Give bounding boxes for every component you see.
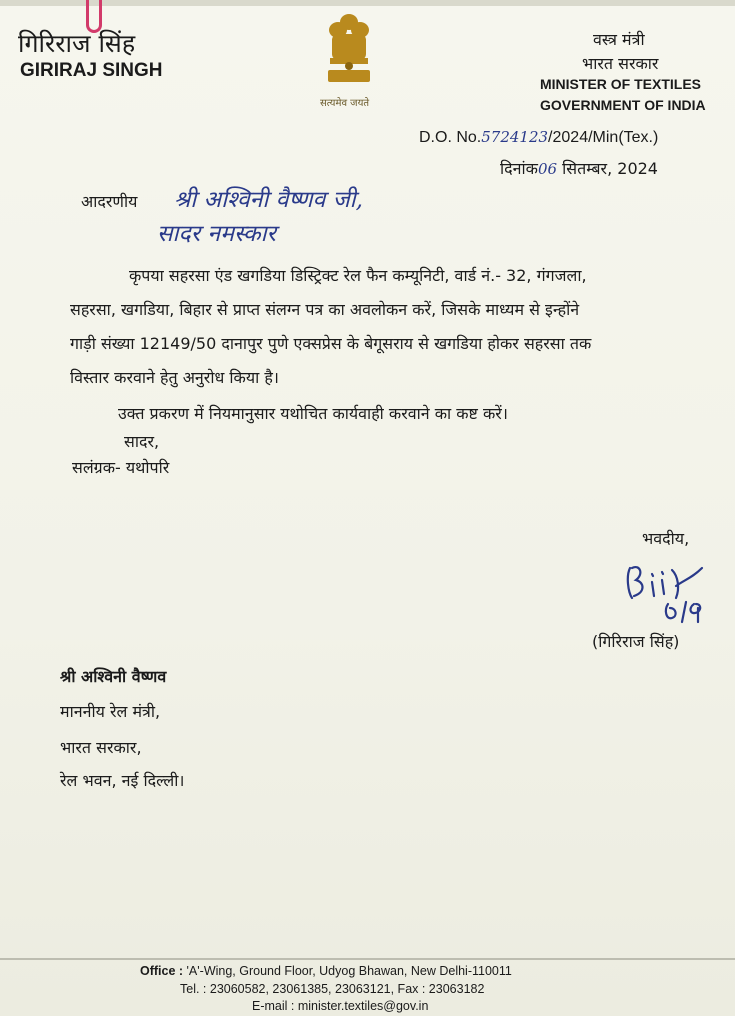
footer-office-label: Office : [140,964,184,978]
footer-email-line: E-mail : minister.textiles@gov.in [252,999,429,1013]
valediction: भवदीय, [642,529,690,548]
date-line [500,157,658,179]
page-edge [0,0,735,6]
body-line-4: विस्तार करवाने हेतु अनुरोध किया है। [70,368,279,387]
body-line-2: सहरसा, खगडिया, बिहार से प्राप्त संलग्न पत्र का अवलोकन करें, जिसके माध्यम से इन्होंने [70,300,580,319]
national-emblem-icon [318,8,380,100]
recipient-handwritten: श्री अश्विनी वैष्णव जी, [174,187,363,213]
footer-office-address: 'A'-Wing, Ground Floor, Udyog Bhawan, New Delhi-110011 [186,964,512,978]
greeting-handwritten: सादर नमस्कार [157,221,276,247]
ministry-english-line2: GOVERNMENT OF INDIA [540,97,706,113]
do-number: 5724123 [481,128,549,146]
addressee-line2: भारत सरकार, [60,738,142,757]
signed-name: (गिरिराज सिंह) [592,632,680,651]
do-prefix: D.O. No. [419,129,482,146]
footer-divider [0,958,735,960]
emblem-motto: सत्यमेव जयते [320,98,370,109]
signature-icon [622,556,714,628]
addressee-name: श्री अश्विनी वैष्णव [60,667,167,686]
addressee-line1: माननीय रेल मंत्री, [60,702,161,721]
footer-tel-line: Tel. : 23060582, 23061385, 23063121, Fax : 23063182 [180,982,485,996]
ministry-hindi-line1: वस्त्र मंत्री [593,30,645,49]
salutation-label: आदरणीय [81,192,138,211]
enclosure-note: सलंग्रक- यथोपरि [72,458,170,477]
name-hindi: गिरिराज सिंह [18,29,136,58]
closing-sadar: सादर, [124,432,160,451]
do-suffix: /2024/Min(Tex.) [548,129,659,146]
date-prefix: दिनांक [500,159,538,178]
footer-office-line [140,964,512,978]
name-english: GIRIRAJ SINGH [20,60,163,81]
body-line-1: कृपया सहरसा एंड खगडिया डिस्ट्रिक्ट रेल फैन कम्यूनिटी, वार्ड नं.- 32, गंगजला, [129,266,587,285]
addressee-line3: रेल भवन, नई दिल्ली। [60,771,185,790]
body-para-2: उक्त प्रकरण में नियमानुसार यथोचित कार्यवाही करवाने का कष्ट करें। [118,404,508,423]
ministry-english-line1: MINISTER OF TEXTILES [540,76,702,92]
date-rest: सितम्बर, 2024 [562,159,658,178]
body-line-3: गाड़ी संख्या 12149/50 दानापुर पुणे एक्सप्रेस के बेगूसराय से खगडिया होकर सहरसा तक [70,334,592,353]
do-number-line [419,128,658,147]
date-day: 06 [537,160,558,178]
ministry-hindi-line2: भारत सरकार [582,54,659,73]
